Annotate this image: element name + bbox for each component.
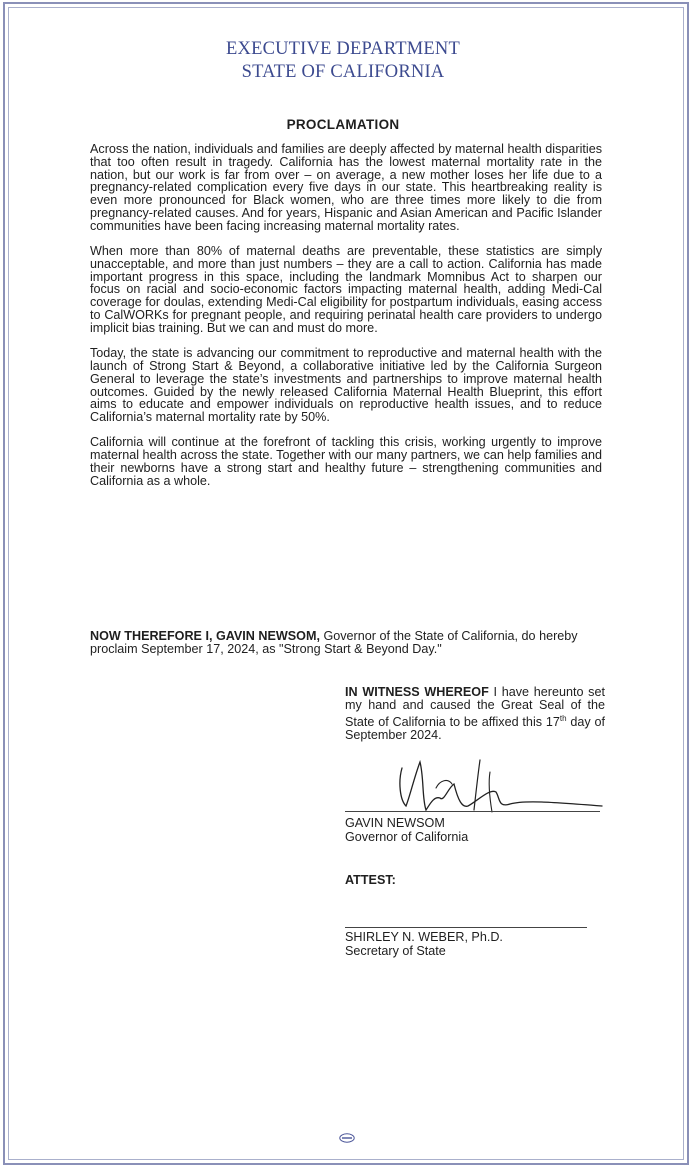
proclamation-body bbox=[90, 143, 602, 500]
letterhead-line-1: EXECUTIVE DEPARTMENT bbox=[226, 39, 460, 59]
witness-text-end: day of September 2024. bbox=[345, 715, 606, 743]
witness-lead: IN WITNESS WHEREOF bbox=[345, 685, 489, 699]
body-paragraph-4: California will continue at the forefront of tackling this crisis, working urgently to improve maternal health across the state. Together with our many partners, we can help families and their newborns have a strong start and healthy future – strengthening communities and California as a whole. bbox=[90, 435, 602, 488]
governor-name: GAVIN NEWSOM bbox=[345, 816, 445, 830]
proclamation-text: Governor of the State of California, do hereby proclaim September 17, 2024, as "Strong Start & Beyond Day." bbox=[90, 629, 578, 656]
governor-title: Governor of California bbox=[345, 830, 469, 844]
letterhead-line-2: STATE OF CALIFORNIA bbox=[241, 62, 445, 82]
governor-signature-line bbox=[345, 811, 600, 812]
body-paragraph-1: Across the nation, individuals and families are deeply affected by maternal health disparities that too often result in tragedy. California has the lowest maternal mortality rate in the nation, but our work is far from over – on average, a new mother loses her life due to a pregnancy-related complication every five days in our state. This heartbreaking reality is even more pronounced for Black women, who are three times more likely to die from pregnancy-related causes. And for years, Hispanic and Asian American and Pacific Islander communities have been facing increasing maternal mortality rates. bbox=[90, 142, 602, 233]
proclamation-statement bbox=[90, 630, 602, 656]
attest-label: ATTEST: bbox=[345, 873, 396, 887]
witness-ordinal-suffix: th bbox=[559, 714, 567, 723]
body-paragraph-2: When more than 80% of maternal deaths are preventable, these statistics are simply unacceptable, and more than just numbers – they are a call to action. California has made important progress in this space, including the landmark Momnibus Act to sharpen our focus on racial and socio-economic factors impacting maternal health, adding Medi-Cal coverage for doulas, extending Medi-Cal eligibility for postpartum individuals, easing access to CalWORKs for pregnant people, and requiring perinatal health care providers to undergo implicit bias training. But we can and must do more. bbox=[90, 244, 602, 335]
governor-signature-block bbox=[345, 816, 605, 844]
attest-signature-block bbox=[345, 930, 605, 958]
union-label-icon bbox=[339, 1133, 355, 1143]
letterhead bbox=[0, 38, 686, 84]
body-paragraph-3: Today, the state is advancing our commitment to reproductive and maternal health with the launch of Strong Start & Beyond, a collaborative initiative led by the California Surgeon General to leverage the state’s investments and partnerships to improve maternal health outcomes. Guided by the newly released California Maternal Health Blueprint, this effort aims to educate and empower individuals on reproductive health issues, and to reduce California’s maternal mortality rate by 50%. bbox=[90, 346, 602, 425]
witness-clause bbox=[345, 686, 605, 742]
attest-signature-line bbox=[345, 927, 587, 928]
document-title: PROCLAMATION bbox=[286, 117, 400, 132]
secretary-name: SHIRLEY N. WEBER, Ph.D. bbox=[345, 930, 503, 944]
governor-signature bbox=[340, 748, 610, 820]
proclamation-lead: NOW THEREFORE I, GAVIN NEWSOM, bbox=[90, 629, 320, 643]
secretary-title: Secretary of State bbox=[345, 944, 446, 958]
witness-text: I have hereunto set my hand and caused the Great Seal of the State of California to be affixed this 17 bbox=[345, 685, 605, 730]
